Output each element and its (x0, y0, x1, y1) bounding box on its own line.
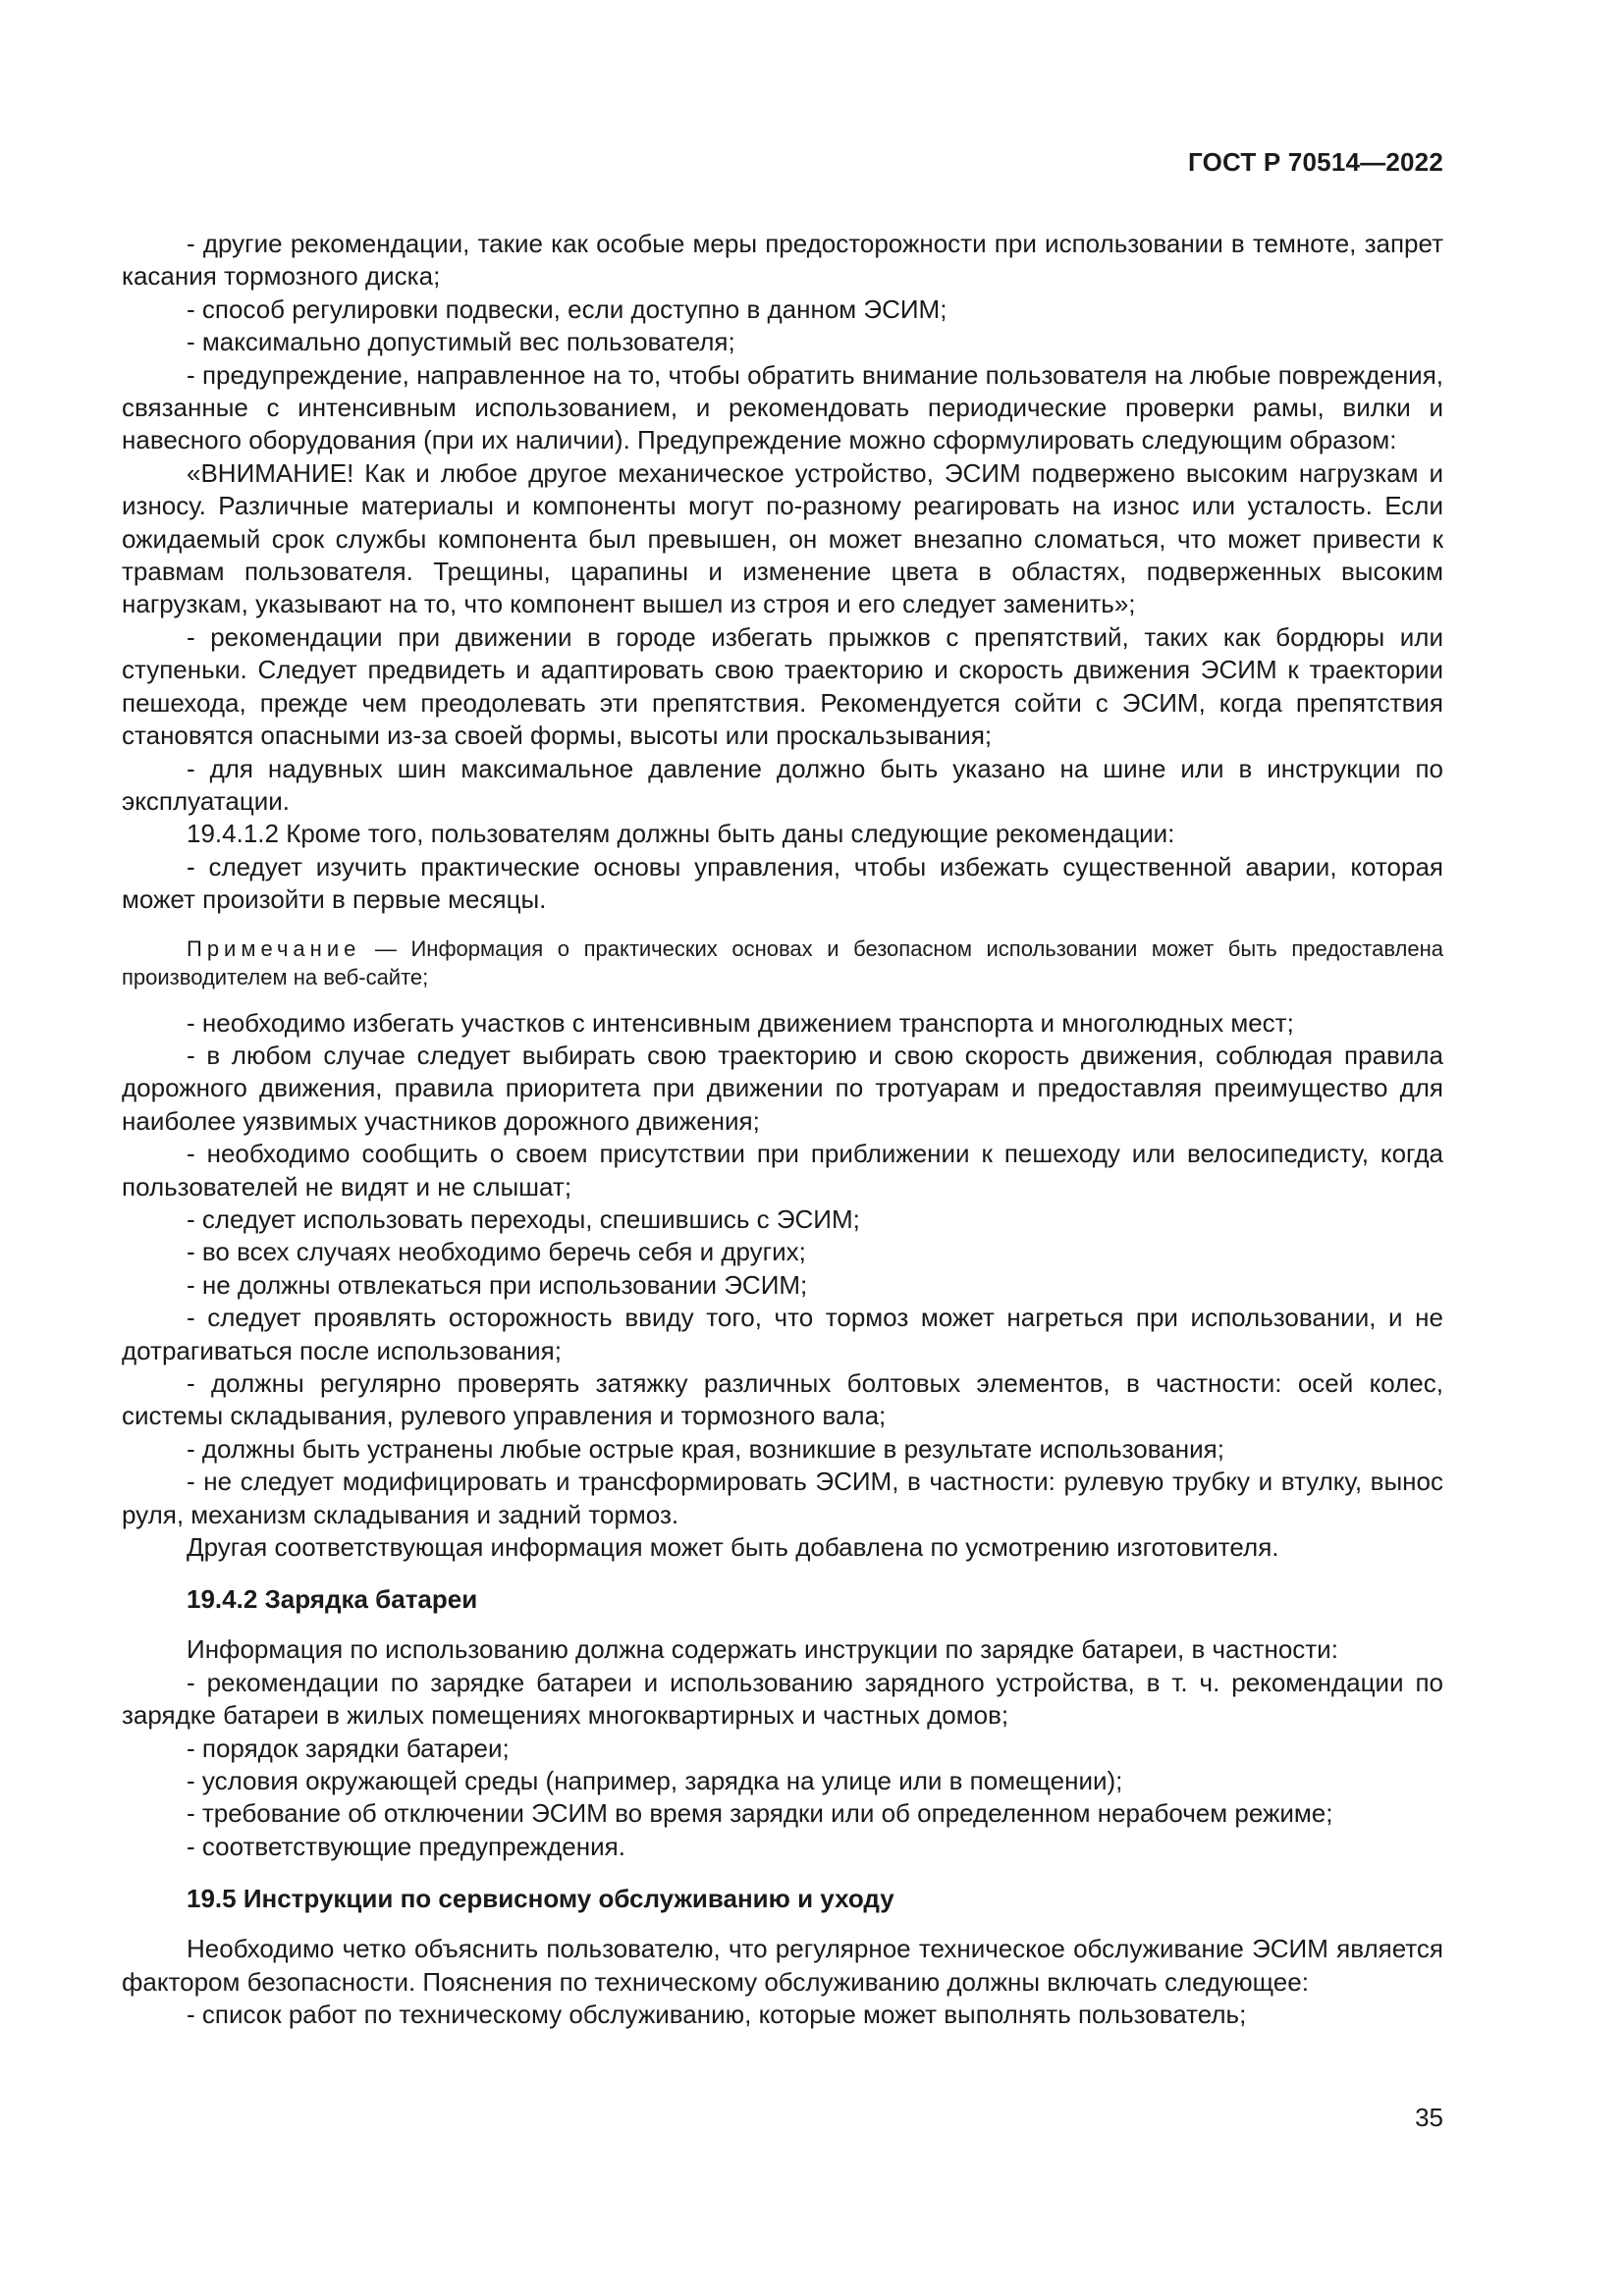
paragraph: - требование об отключении ЭСИМ во время зарядки или об определенном нерабочем режиме; (187, 1798, 1333, 1829)
note-label: Примечание (187, 935, 361, 961)
paragraph: - необходимо избегать участков с интенсивным движением транспорта и многолюдных мест; (187, 1007, 1294, 1038)
section-heading: 19.4.2 Зарядка батареи (187, 1584, 478, 1615)
paragraph: - следует изучить практические основы управления, чтобы избежать существенной аварии, которая может произойти в первые месяцы. (122, 851, 1443, 915)
paragraph: - порядок зарядки батареи; (187, 1733, 510, 1763)
paragraph: - необходимо сообщить о своем присутствии при приближении к пешеходу или велосипедисту, когда пользователей не видят и не слышат; (122, 1139, 1443, 1201)
paragraph: - другие рекомендации, такие как особые меры предосторожности при использовании в темноте, запрет касания тормозного диска; (122, 229, 1443, 292)
document-body (122, 228, 1443, 2032)
paragraph: - список работ по техническому обслуживанию, которые может выполнять пользователь; (187, 2000, 1247, 2030)
paragraph: Необходимо четко объяснить пользователю, что регулярное техническое обслуживание ЭСИМ является фактором безопасности. Пояснения по техническому обслуживанию должны включать следующее: (122, 1934, 1443, 1997)
document-id-header: ГОСТ Р 70514—2022 (1188, 147, 1443, 177)
paragraph: - максимально допустимый вес пользователя; (187, 327, 735, 357)
paragraph: - следует использовать переходы, спешившись с ЭСИМ; (187, 1203, 860, 1234)
paragraph: - должны регулярно проверять затяжку различных болтовых элементов, в частности: осей колес, системы складывания, рулевого управления и тормозного вала; (122, 1368, 1443, 1431)
section-heading: 19.5 Инструкции по сервисному обслуживанию и уходу (187, 1884, 894, 1914)
paragraph: - во всех случаях необходимо беречь себя и других; (187, 1237, 806, 1267)
paragraph: - соответствующие предупреждения. (187, 1831, 625, 1861)
paragraph: - условия окружающей среды (например, зарядка на улице или в помещении); (187, 1766, 1123, 1796)
paragraph: - рекомендации при движении в городе избегать прыжков с препятствий, таких как бордюры или ступеньки. Следует предвидеть и адаптировать свою траекторию и скорость движения ЭСИМ к траектории пешехода, прежде чем преодолевать эти препятствия. Рекомендуется сойти с ЭСИМ, когда препятствия становятся опасными из-за своей формы, высоты или проскальзывания; (122, 621, 1443, 751)
paragraph: - не должны отвлекаться при использовании ЭСИМ; (187, 1269, 808, 1300)
paragraph: Информация по использованию должна содержать инструкции по зарядке батареи, в частности: (187, 1634, 1338, 1665)
paragraph: - предупреждение, направленное на то, чтобы обратить внимание пользователя на любые повреждения, связанные с интенсивным использованием, и рекомендовать периодические проверки рамы, вилки и навесного оборудования (при их наличии). Предупреждение можно сформулировать следующим образом: (122, 359, 1443, 455)
paragraph: - должны быть устранены любые острые края, возникшие в результате использования; (187, 1433, 1224, 1464)
paragraph: - рекомендации по зарядке батареи и использованию зарядного устройства, в т. ч. рекомендации по зарядке батареи в жилых помещениях многоквартирных и частных домов; (122, 1667, 1443, 1731)
warning-quote: «ВНИМАНИЕ! Как и любое другое механическое устройство, ЭСИМ подвержено высоким нагрузкам и износу. Различные материалы и компоненты могут по-разному реагировать на износ или усталость. Если ожидаемый срок службы компонента был превышен, он может внезапно сломаться, что может привести к травмам пользователя. Трещины, царапины и изменение цвета в областях, подверженных высоким нагрузкам, указывают на то, что компонент вышел из строя и его следует заменить»; (122, 457, 1443, 619)
note (122, 934, 1443, 991)
paragraph: - следует проявлять осторожность ввиду того, что тормоз может нагреться при использовании, и не дотрагиваться после использования; (122, 1303, 1443, 1365)
page-number: 35 (1415, 2103, 1443, 2132)
note-text: — Информация о практических основах и безопасном использовании может быть предоставлена производителем на веб-сайте; (122, 935, 1443, 989)
clause-paragraph: 19.4.1.2 Кроме того, пользователям должны быть даны следующие рекомендации: (187, 819, 1175, 849)
paragraph: - способ регулировки подвески, если доступно в данном ЭСИМ; (187, 294, 947, 324)
paragraph: Другая соответствующая информация может быть добавлена по усмотрению изготовителя. (187, 1532, 1279, 1563)
paragraph: - для надувных шин максимальное давление должно быть указано на шине или в инструкции по эксплуатации. (122, 753, 1443, 816)
paragraph: - в любом случае следует выбирать свою траекторию и свою скорость движения, соблюдая правила дорожного движения, правила приоритета при движении по тротуарам и предоставляя преимущество для наиболее уязвимых участников дорожного движения; (122, 1040, 1443, 1136)
paragraph: - не следует модифицировать и трансформировать ЭСИМ, в частности: рулевую трубку и втулку, вынос руля, механизм складывания и задний тормоз. (122, 1467, 1443, 1529)
